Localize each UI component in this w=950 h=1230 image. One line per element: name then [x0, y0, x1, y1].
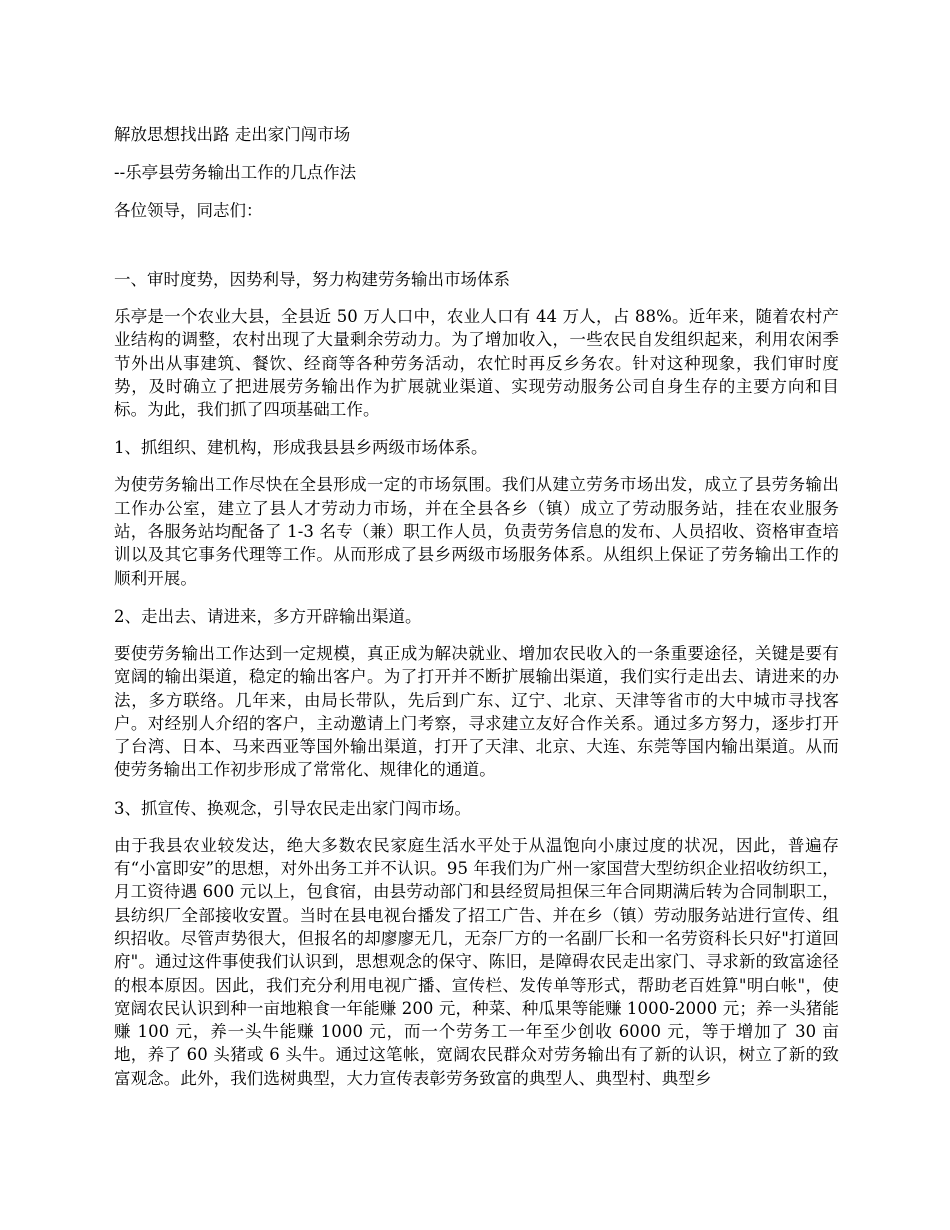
section-heading: 一、审时度势，因势利导，努力构建劳务输出市场体系 — [114, 270, 510, 289]
greeting: 各位领导，同志们： — [114, 201, 263, 220]
section-paragraph: 要使劳务输出工作达到一定规模，真正成为解决就业、增加农民收入的一条重要途径，关键是要有宽阔的输出渠道，稳定的输出客户。为了打开并不断扩展输出渠道，我们实行走出去、请进来的办法，多方联络。几年来，由局长带队，先后到广东、辽宁、北京、天津等省市的大中城市寻找客户。对经别人介绍的客户，主动邀请上门考察，寻求建立友好合作关系。通过多方努力，逐步打开了台湾、日本、马来西亚等国外输出渠道，打开了天津、北京、大连、东莞等国内输出渠道。从而使劳务输出工作初步形成了常常化、规律化的通道。 — [114, 643, 839, 780]
document-page — [114, 122, 839, 1104]
document-title: 解放思想找出路 走出家门闯市场 — [114, 125, 351, 144]
section-heading: 1、抓组织、建机构，形成我县县乡两级市场体系。 — [114, 438, 488, 458]
section-paragraph: 乐亭是一个农业大县，全县近 50 万人口中，农业人口有 44 万人，占 88%。近年来，随着农村产业结构的调整，农村出现了大量剩余劳动力。为了增加收入，一些农民自发组织起来，利用农闲季节外出从事建筑、餐饮、经商等各种劳务活动，农忙时再反乡务农。针对这种现象，我们审时度势，及时确立了把进展劳务输出作为扩展就业渠道、实现劳动服务公司自身生存的主要方向和目标。为此，我们抓了四项基础工作。 — [114, 307, 839, 420]
section-paragraph: 为使劳务输出工作尽快在全县形成一定的市场氛围。我们从建立劳务市场出发，成立了县劳务输出工作办公室，建立了县人才劳动力市场，并在全县各乡（镇）成立了劳动服务站，挂在农业服务站，各服务站均配备了 1-3 名专（兼）职工作人员，负责劳务信息的发布、人员招收、资格审查培训以及其它事务代理等工作。从而形成了县乡两级市场服务体系。从组织上保证了劳务输出工作的顺利开展。 — [114, 475, 839, 588]
section-paragraph: 由于我县农业较发达，绝大多数农民家庭生活水平处于从温饱向小康过度的状况，因此，普遍存有“小富即安”的思想，对外出务工并不认识。95 年我们为广州一家国营大型纺织企业招收纺织工，月工资待遇 600 元以上，包食宿，由县劳动部门和县经贸局担保三年合同期满后转为合同制职工，县纺织厂全部接收安置。当时在县电视台播发了招工广告、并在乡（镇）劳动服务站进行宣传、组织招收。尽管声势很大，但报名的却廖廖无几，无奈厂方的一名副厂长和一名劳资科长只好"打道回府"。通过这件事使我们认识到，思想观念的保守、陈旧，是障碍农民走出家门、寻求新的致富途径的根本原因。因此，我们充分利用电视广播、宣传栏、发传单等形式，帮助老百姓算"明白帐"，使宽阔农民认识到种一亩地粮食一年能赚 200 元，种菜、种瓜果等能赚 1000-2000 元；养一头猪能赚 100 元，养一头牛能赚 1000 元，而一个劳务工一年至少创收 6000 元，等于增加了 30 亩地，养了 60 头猪或 6 头牛。通过这笔帐，宽阔农民群众对劳务输出有了新的认识，树立了新的致富观念。此外，我们选树典型，大力宣传表彰劳务致富的典型人、典型村、典型乡 — [114, 835, 839, 1088]
section-heading: 2、走出去、请进来，多方开辟输出渠道。 — [114, 606, 422, 626]
document-subtitle: --乐亭县劳务输出工作的几点作法 — [114, 163, 357, 182]
section-heading: 3、抓宣传、换观念，引导农民走出家门闯市场。 — [114, 798, 471, 818]
